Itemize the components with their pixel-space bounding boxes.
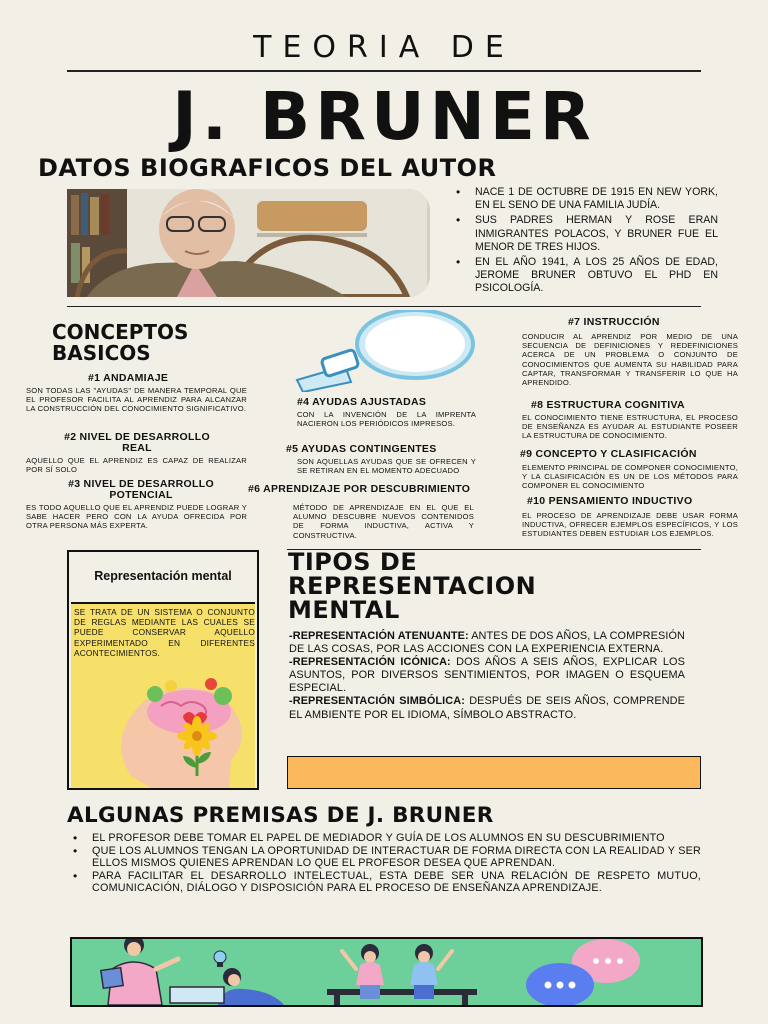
concept-5-heading: #5 AYUDAS CONTINGENTES bbox=[286, 443, 437, 455]
list-item: • NACE 1 DE OCTUBRE DE 1915 EN NEW YORK, EN EL SENO DE UNA FAMILIA JUDÍA. bbox=[452, 186, 718, 212]
heading-line: #3 NIVEL DE DESARROLLO bbox=[68, 478, 214, 490]
card-body bbox=[71, 602, 255, 788]
classroom-illustration bbox=[70, 937, 703, 1007]
title-line: MENTAL bbox=[288, 596, 400, 624]
decorative-bar bbox=[287, 756, 701, 789]
concept-3-body: ES TODO AQUELLO QUE EL APRENDIZ PUEDE LOGRAR Y SABE HACER PERO CON LA AYUDA OFRECIDA POR OTRA PERSONA MÁS EXPERTA. bbox=[26, 503, 247, 531]
list-item: • QUE LOS ALUMNOS TENGAN LA OPORTUNIDAD DE INTERACTUAR DE FORMA DIRECTA CON LA REALIDAD Y SER ELLOS MISMOS QUIENES APRENDAN LO QUE EL PROFESOR DESEA QUE APRENDAN. bbox=[68, 845, 701, 870]
concept-2-body: AQUELLO QUE EL APRENDIZ ES CAPAZ DE REALIZAR POR SÍ SOLO bbox=[26, 456, 247, 475]
title-line: TIPOS DE bbox=[288, 548, 418, 576]
concept-9-body: ELEMENTO PRINCIPAL DE COMPONER CONOCIMIENTO, Y LA CLASIFICACIÓN ES UN DE LOS MÉTODOS PARA COMPONER EL CONOCIMIENTO bbox=[522, 463, 738, 491]
concept-6-body: MÉTODO DE APRENDIZAJE EN EL QUE EL ALUMNO DESCUBRE NUEVOS CONTENIDOS DE FORMA INDUCTIVA, ACTIVA Y CONSTRUCTIVA. bbox=[293, 503, 474, 540]
concept-5-body: SON AQUELLAS AYUDAS QUE SE OFRECEN Y SE RETIRAN EN EL MOMENTO ADECUADO bbox=[297, 457, 476, 476]
poster-title: J. BRUNER bbox=[172, 78, 596, 155]
concept-1-heading: #1 ANDAMIAJE bbox=[88, 372, 169, 384]
heading-line: REAL bbox=[122, 442, 152, 454]
concept-4-heading: #4 AYUDAS AJUSTADAS bbox=[297, 396, 427, 408]
magnifying-glass-icon bbox=[285, 310, 495, 392]
poster-subtitle: TEORIA DE bbox=[253, 30, 515, 65]
concept-4-body: CON LA INVENCIÓN DE LA IMPRENTA NACIERON LOS PERIÓDICOS IMPRESOS. bbox=[297, 410, 476, 429]
concept-7-body: CONDUCIR AL APRENDIZ POR MEDIO DE UNA SECUENCIA DE DEFINICIONES Y REDEFINICIONES ACERCA DE UN PROBLEMA O CONJUNTO DE CONOCIMIENTOS QUE AUMENTA SU HABILIDAD PARA CAPTAR, TRANSFORMAR Y TRANSFERIR LO QUE HA APRENDIDO. bbox=[522, 332, 738, 388]
title-line: CONCEPTOS bbox=[52, 320, 189, 344]
concept-3-heading bbox=[36, 479, 246, 501]
tipo-text: ANTES DE DOS AÑOS, LA COMPRESIÓN DE LAS COSAS, POR LAS ACCIONES CON LA EXPERIENCIA EXTERNA. bbox=[289, 630, 685, 656]
author-photo bbox=[67, 189, 430, 297]
tipo-iconica bbox=[289, 656, 685, 695]
tipo-text: DOS AÑOS A SEIS AÑOS, EXPLICAR LOS ASUNTOS, POR DIVERSOS SENTIMIENTOS, POR IMAGEN O ESQUEMA ESPECIAL. bbox=[289, 656, 685, 695]
tipos-title bbox=[288, 550, 536, 622]
list-item: • EN EL AÑO 1941, A LOS 25 AÑOS DE EDAD, JEROME BRUNER OBTUVO EL PHD EN PSICOLOGÍA. bbox=[452, 256, 718, 296]
concept-8-heading: #8 ESTRUCTURA COGNITIVA bbox=[531, 399, 685, 411]
title-line: REPRESENTACION bbox=[288, 572, 537, 600]
heading-line: POTENCIAL bbox=[109, 489, 173, 501]
head-flower-illustration bbox=[111, 676, 251, 788]
concept-10-body: EL PROCESO DE APRENDIZAJE DEBE USAR FORMA INDUCTIVA, OFRECER EJEMPLOS ESPECÍFICOS, Y LOS ESTUDIANTES DEBEN ESTUDIAR LOS EJEMPLOS. bbox=[522, 511, 738, 539]
heading-line: #2 NIVEL DE DESARROLLO bbox=[64, 431, 210, 443]
divider bbox=[67, 70, 701, 72]
concept-6-heading: #6 APRENDIZAJE POR DESCUBRIMIENTO bbox=[248, 483, 471, 495]
tipos-body bbox=[289, 630, 685, 722]
tipo-label: -REPRESENTACIÓN ATENUANTE: bbox=[289, 630, 469, 642]
concept-8-body: EL CONOCIMIENTO TIENE ESTRUCTURA, EL PROCESO DE ENSEÑANZA ES AYUDAR AL ESTUDIANTE POSEER LA ESTRUCTURA DE CONOCIMIENTO. bbox=[522, 413, 738, 441]
tipo-atenuante bbox=[289, 630, 685, 656]
tipo-label: -REPRESENTACIÓN ICÓNICA: bbox=[289, 656, 451, 669]
divider bbox=[67, 306, 701, 307]
list-item: • PARA FACILITAR EL DESARROLLO INTELECTUAL, ESTA DEBE SER UNA RELACIÓN DE RESPETO MUTUO, COMUNICACIÓN, DIÁLOGO Y DISPOSICIÓN PARA EL PROCESO DE ENSEÑANZA APRENDIZAJE. bbox=[68, 870, 701, 895]
bio-heading: DATOS BIOGRAFICOS DEL AUTOR bbox=[38, 154, 497, 182]
conceptos-title bbox=[52, 322, 188, 364]
tipo-text: DESPUÉS DE SEIS AÑOS, COMPRENDE EL AMBIENTE POR EL IDIOMA, SÍMBOLO ABSTRACTO. bbox=[289, 695, 685, 721]
bio-list bbox=[452, 186, 718, 298]
card-title: Representación mental bbox=[94, 568, 232, 583]
list-item: • SUS PADRES HERMAN Y ROSE ERAN INMIGRANTES POLACOS, Y BRUNER FUE EL MENOR DE TRES HIJOS. bbox=[452, 214, 718, 254]
representacion-mental-card bbox=[67, 550, 259, 790]
tipo-simbolica bbox=[289, 695, 685, 721]
concept-10-heading: #10 PENSAMIENTO INDUCTIVO bbox=[527, 495, 693, 507]
tipo-label: -REPRESENTACIÓN SIMBÓLICA: bbox=[289, 695, 465, 708]
premisas-title: ALGUNAS PREMISAS DE J. BRUNER bbox=[67, 803, 494, 828]
list-item: • EL PROFESOR DEBE TOMAR EL PAPEL DE MEDIADOR Y GUÍA DE LOS ALUMNOS EN SU DESCUBRIMIENTO bbox=[68, 832, 701, 845]
concept-7-heading: #7 INSTRUCCIÓN bbox=[568, 316, 660, 328]
title-line: BASICOS bbox=[52, 341, 151, 365]
concept-1-body: SON TODAS LAS "AYUDAS" DE MANERA TEMPORAL QUE EL PROFESOR FACILITA AL APRENDIZ PARA ALCANZAR LA CONSTRUCCIÓN DEL CONOCIMIENTO SIGNIFICATIVO. bbox=[26, 386, 247, 414]
card-text: SE TRATA DE UN SISTEMA O CONJUNTO DE REGLAS MEDIANTE LAS CUALES SE PUEDE CONSERVAR AQUELLO EXPERIMENTADO EN DIFERENTES ACONTECIMIENTOS. bbox=[74, 607, 255, 658]
concept-2-heading bbox=[32, 432, 242, 454]
concept-9-heading: #9 CONCEPTO Y CLASIFICACIÓN bbox=[520, 448, 697, 460]
premisas-list bbox=[68, 832, 701, 895]
